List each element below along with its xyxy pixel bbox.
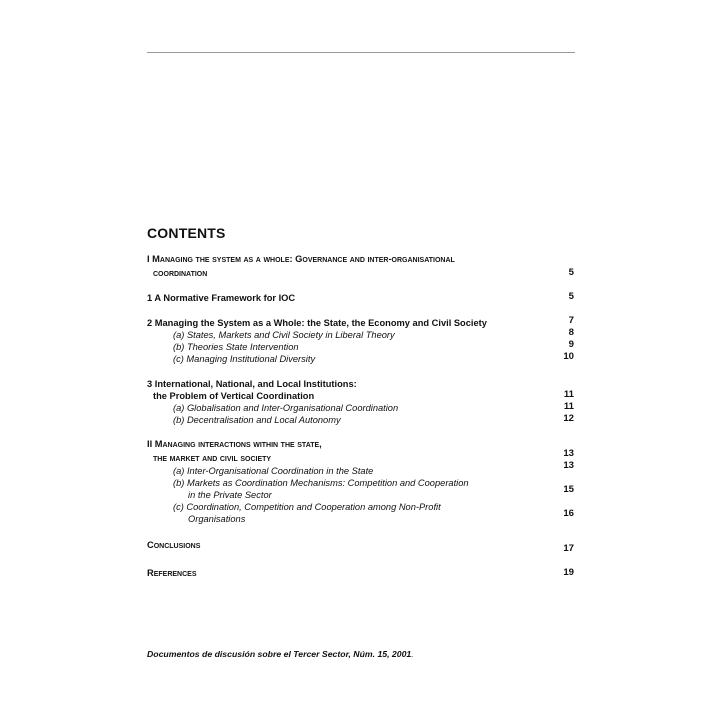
footer-citation — [147, 649, 414, 659]
toc-entry-section-ii-b-line-1: (b) Markets as Coordination Mechanisms: Competition and Cooperation — [173, 478, 469, 488]
toc-page-number: 9 — [568, 339, 574, 350]
footer-period: . — [411, 649, 414, 659]
toc-entry-references: References — [147, 568, 197, 578]
toc-page-number: 16 — [563, 508, 574, 519]
toc-page-number: 19 — [563, 567, 574, 578]
toc-page-number: 5 — [568, 267, 574, 278]
toc-entry-part-2-line-2: the market and civil society — [153, 453, 272, 463]
toc-entry-section-ii-a: (a) Inter-Organisational Coordination in the State — [173, 466, 374, 476]
toc-page-number: 11 — [563, 389, 574, 400]
toc-page-number: 13 — [563, 448, 574, 459]
toc-entry-part-2-line-1: II Managing interactions within the state, — [147, 439, 322, 449]
toc-page-number: 13 — [563, 460, 574, 471]
toc-page-number: 10 — [563, 351, 574, 362]
toc-entry-section-3a: (a) Globalisation and Inter-Organisational Coordination — [173, 403, 399, 413]
toc-entry-conclusions: Conclusions — [147, 540, 201, 550]
toc-page-number: 7 — [568, 315, 574, 326]
toc-entry-chapter-2: 2 Managing the System as a Whole: the State, the Economy and Civil Society — [147, 318, 487, 328]
toc-entry-section-ii-c-line-1: (c) Coordination, Competition and Cooperation among Non-Profit — [173, 502, 441, 512]
toc-page-number: 11 — [563, 401, 574, 412]
toc-entry-chapter-1: 1 A Normative Framework for IOC — [147, 293, 296, 303]
footer-text: Documentos de discusión sobre el Tercer Sector, Núm. 15, 2001 — [147, 649, 412, 659]
top-rule — [147, 52, 575, 53]
toc-entry-section-2a: (a) States, Markets and Civil Society in Liberal Theory — [173, 330, 395, 340]
toc-entry-chapter-3-line-1: 3 International, National, and Local Institutions: — [147, 379, 357, 389]
toc-entry-section-2b: (b) Theories State Intervention — [173, 342, 299, 352]
toc-entry-section-3b: (b) Decentralisation and Local Autonomy — [173, 415, 341, 425]
toc-entry-section-2c: (c) Managing Institutional Diversity — [173, 354, 316, 364]
contents-heading: CONTENTS — [147, 225, 226, 241]
toc-page-number: 15 — [563, 484, 574, 495]
toc-page-number: 12 — [563, 413, 574, 424]
toc-page-number: 8 — [568, 327, 574, 338]
toc-page-number: 5 — [568, 291, 574, 302]
toc-entry-part-1-line-1: I Managing the system as a whole: Governance and inter-organisational — [147, 254, 455, 264]
toc-entry-section-ii-c-line-2: Organisations — [188, 514, 246, 524]
toc-entry-part-1-line-2: coordination — [153, 268, 208, 278]
toc-entry-chapter-3-line-2: the Problem of Vertical Coordination — [153, 391, 315, 401]
toc-page-number: 17 — [563, 543, 574, 554]
toc-entry-section-ii-b-line-2: in the Private Sector — [188, 490, 272, 500]
